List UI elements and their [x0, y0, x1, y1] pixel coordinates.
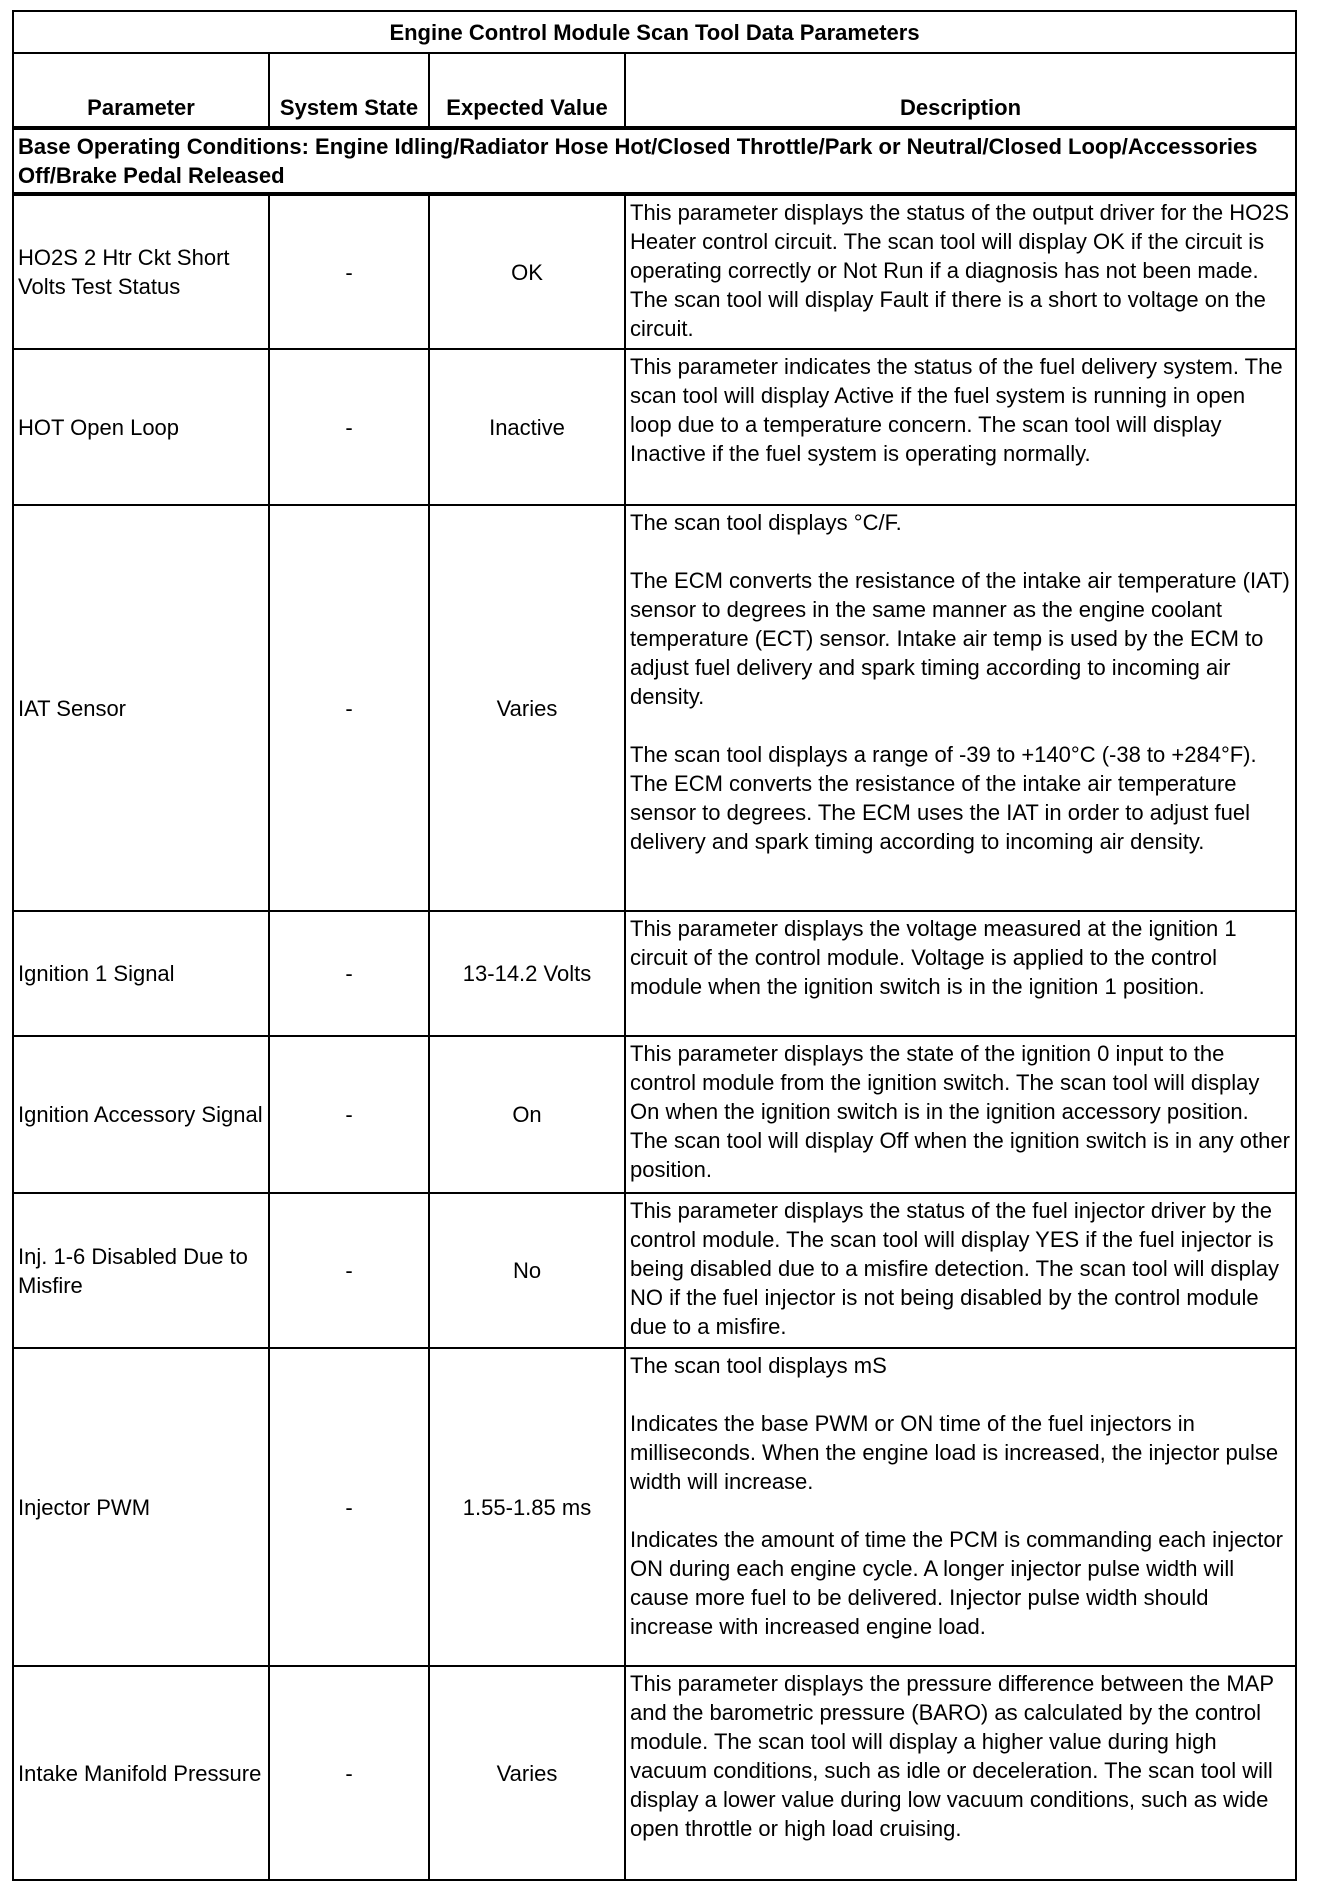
description-paragraph: This parameter displays the voltage measured at the ignition 1 circuit of the control module. Voltage is applied to the control module when the ignition switch is in the ignition 1 position. [630, 916, 1237, 999]
parameter-cell: HOT Open Loop [13, 349, 269, 505]
description-paragraph: This parameter displays the state of the ignition 0 input to the control module from the ignition switch. The scan tool will display On when the ignition switch is in the ignition accessory position. The scan tool will display Off when the ignition switch is in any other position. [630, 1041, 1290, 1182]
description-cell [625, 1193, 1296, 1348]
system-state-cell: - [269, 1348, 429, 1666]
base-operating-conditions: Base Operating Conditions: Engine Idling/Radiator Hose Hot/Closed Throttle/Park or Neutral/Closed Loop/Accessories Off/Brake Pedal Released [13, 128, 1296, 194]
table-row [13, 1666, 1296, 1880]
description-cell [625, 1036, 1296, 1193]
parameter-cell: Injector PWM [13, 1348, 269, 1666]
system-state-cell: - [269, 1193, 429, 1348]
table-title: Engine Control Module Scan Tool Data Parameters [13, 11, 1296, 53]
system-state-cell: - [269, 1036, 429, 1193]
description-cell [625, 911, 1296, 1036]
parameter-cell: Ignition Accessory Signal [13, 1036, 269, 1193]
header-expected-value: Expected Value [429, 53, 625, 128]
scan-tool-data-table [12, 10, 1297, 1881]
table-row [13, 911, 1296, 1036]
table-row [13, 1193, 1296, 1348]
table-row [13, 194, 1296, 349]
parameter-cell: Ignition 1 Signal [13, 911, 269, 1036]
expected-value-cell: 13-14.2 Volts [429, 911, 625, 1036]
expected-value-cell: Varies [429, 1666, 625, 1880]
description-paragraph: This parameter indicates the status of the fuel delivery system. The scan tool will display Active if the fuel system is running in open loop due to a temperature concern. The scan tool will display Inactive if the fuel system is operating normally. [630, 354, 1283, 466]
parameter-cell: HO2S 2 Htr Ckt Short Volts Test Status [13, 194, 269, 349]
system-state-cell: - [269, 505, 429, 911]
description-cell [625, 1666, 1296, 1880]
description-paragraph: This parameter displays the status of the fuel injector driver by the control module. The scan tool will display YES if the fuel injector is being disabled due to a misfire detection. The scan tool will display NO if the fuel injector is not being disabled by the control module due to a misfire. [630, 1198, 1279, 1339]
parameter-cell: IAT Sensor [13, 505, 269, 911]
table-row [13, 349, 1296, 505]
description-paragraph: The scan tool displays °C/F. [630, 510, 902, 535]
table-row [13, 1036, 1296, 1193]
description-paragraph: The ECM converts the resistance of the intake air temperature (IAT) sensor to degrees in the same manner as the engine coolant temperature (ECT) sensor. Intake air temp is used by the ECM to adjust fuel delivery and spark timing according to incoming air density. [630, 568, 1290, 709]
table-row [13, 505, 1296, 911]
description-cell [625, 1348, 1296, 1666]
description-paragraph: The scan tool displays a range of -39 to +140°C (-38 to +284°F). The ECM converts the resistance of the intake air temperature sensor to degrees. The ECM uses the IAT in order to adjust fuel delivery and spark timing according to incoming air density. [630, 742, 1257, 854]
expected-value-cell: On [429, 1036, 625, 1193]
header-system-state: System State [269, 53, 429, 128]
header-description: Description [625, 53, 1296, 128]
table-row [13, 1348, 1296, 1666]
description-cell [625, 194, 1296, 349]
parameter-cell: Intake Manifold Pressure [13, 1666, 269, 1880]
description-paragraph: Indicates the base PWM or ON time of the fuel injectors in milliseconds. When the engine load is increased, the injector pulse width will increase. [630, 1411, 1279, 1494]
system-state-cell: - [269, 194, 429, 349]
header-parameter: Parameter [13, 53, 269, 128]
expected-value-cell: No [429, 1193, 625, 1348]
description-paragraph: This parameter displays the pressure difference between the MAP and the barometric pressure (BARO) as calculated by the control module. The scan tool will display a higher value during high vacuum conditions, such as idle or deceleration. The scan tool will display a lower value during low vacuum conditions, such as wide open throttle or high load cruising. [630, 1671, 1274, 1841]
description-paragraph: Indicates the amount of time the PCM is commanding each injector ON during each engine cycle. A longer injector pulse width will cause more fuel to be delivered. Injector pulse width should increase with increased engine load. [630, 1527, 1283, 1639]
system-state-cell: - [269, 1666, 429, 1880]
expected-value-cell: 1.55-1.85 ms [429, 1348, 625, 1666]
expected-value-cell: OK [429, 194, 625, 349]
system-state-cell: - [269, 911, 429, 1036]
expected-value-cell: Varies [429, 505, 625, 911]
description-cell [625, 505, 1296, 911]
description-cell [625, 349, 1296, 505]
description-paragraph: This parameter displays the status of the output driver for the HO2S Heater control circuit. The scan tool will display OK if the circuit is operating correctly or Not Run if a diagnosis has not been made. The scan tool will display Fault if there is a short to voltage on the circuit. [630, 200, 1290, 341]
parameter-cell: Inj. 1-6 Disabled Due to Misfire [13, 1193, 269, 1348]
system-state-cell: - [269, 349, 429, 505]
description-paragraph: The scan tool displays mS [630, 1353, 887, 1378]
expected-value-cell: Inactive [429, 349, 625, 505]
